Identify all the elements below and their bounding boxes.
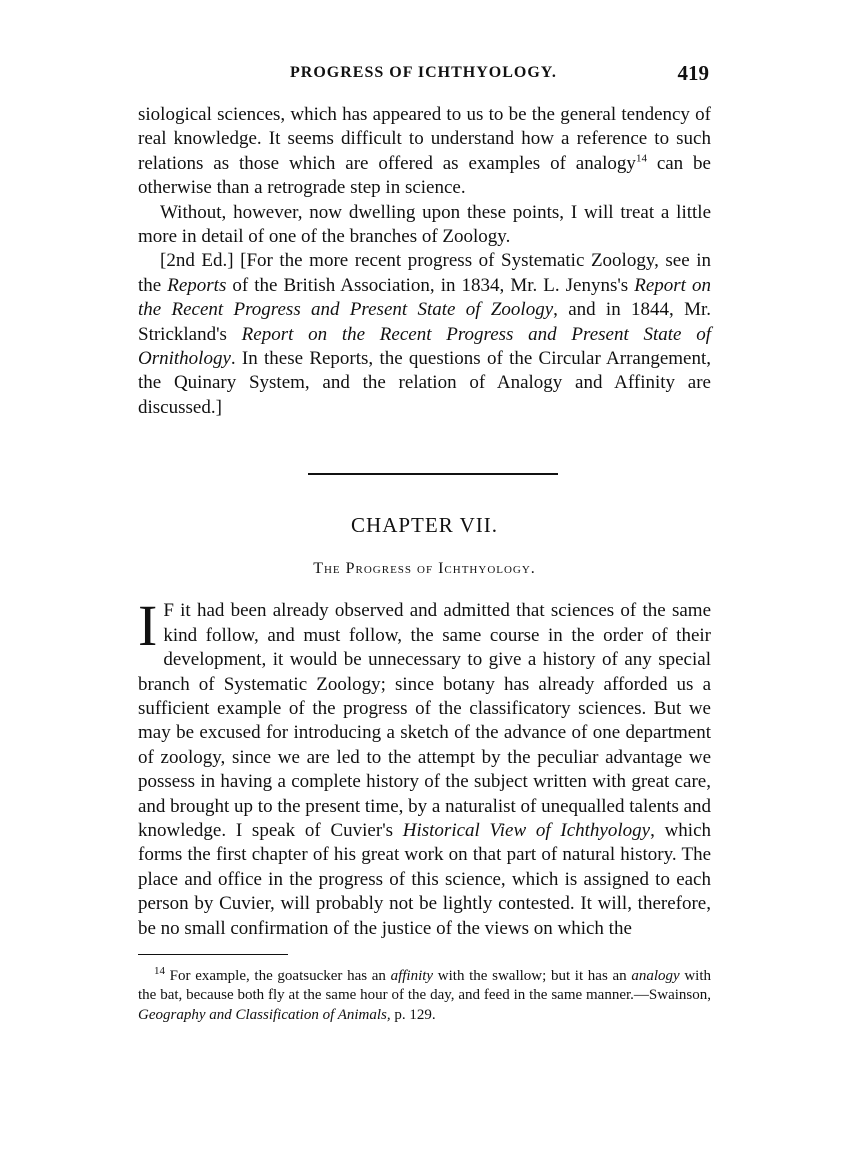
- italic-run: affinity: [390, 967, 434, 984]
- paragraph-continuation: [138, 103, 711, 201]
- chapter-opening-paragraph: [138, 593, 712, 941]
- text-run: with the bat, because both fly at the same hour of the day, and feed in the same manner.—Swainson,: [138, 967, 712, 1004]
- italic-run: Reports: [167, 274, 227, 296]
- body-text: [138, 103, 711, 420]
- italic-run: Report on the Recent Progress and Present State of Ornithology: [138, 323, 711, 370]
- footnote-divider: [138, 954, 288, 955]
- paragraph-transition: Without, however, now dwelling upon these points, I will treat a little more in detail of one of the branches of Zoology.: [138, 201, 711, 248]
- book-page: [138, 58, 711, 1025]
- running-title: PROGRESS OF ICHTHYOLOGY.: [290, 64, 557, 81]
- text-run: F it had been already observed and admitted that sciences of the same kind follow, and must follow, the same course in the order of their development, it would be unnecessary to give a history of any special branch of Systematic Zoology; since botany has already afforded us a sufficient example of the progress of the classificatory sciences. But we may be excused for introducing a sketch of the advance of one department of zoology, since we are led to the attempt by the peculiar advantage we possess in having a complete history of the subject written with great care, and brought up to the present time, by a naturalist of unequalled talents and knowledge. I speak of Cuvier's: [138, 600, 712, 841]
- running-header: [138, 58, 711, 92]
- paragraph-second-edition-note: [138, 249, 711, 420]
- chapter-subtitle: The Progress of Ichthyology.: [313, 560, 536, 578]
- chapter-body: [138, 593, 712, 941]
- text-run: , and in 1844, Mr. Strickland's: [138, 299, 712, 345]
- text-run: For example, the goatsucker has an: [165, 967, 391, 984]
- text-run: siological sciences, which has appeared to us to be the general tendency of real knowledge. It seems difficult to understand how a reference to such relations as those which are offered as examples of analogy: [138, 104, 711, 174]
- text-run: , which forms the first chapter of his great work on that part of natural history. The place and office in the progress of this science, which is assigned to each person by Cuvier, will probably not be lightly contested. It will, therefore, be no small confirmation of the justice of the views on which the: [138, 819, 711, 939]
- text-run: can be otherwise than a retrograde step in science.: [138, 152, 711, 199]
- italic-run: analogy: [631, 967, 680, 984]
- italic-run: Report on the Recent Progress and Present State of Zoology: [138, 274, 711, 321]
- page-number: 419: [677, 61, 709, 85]
- footnotes: [138, 964, 712, 1026]
- text-run: [2nd Ed.] [For the more recent progress of Systematic Zoology, see in the: [138, 250, 711, 296]
- text-run: p. 129.: [390, 1006, 436, 1023]
- text-run: with the swallow; but it has an: [433, 967, 632, 984]
- footnote-ref: 14: [635, 152, 647, 165]
- text-run: . In these Reports, the questions of the Circular Arrangement, the Quinary System, and the relation of Analogy and Affinity are discussed.]: [138, 348, 711, 418]
- italic-run: Geography and Classification of Animals,: [138, 1006, 391, 1023]
- chapter-title: CHAPTER VII.: [351, 513, 498, 538]
- text-run: of the British Association, in 1834, Mr. L. Jenyns's: [226, 274, 635, 296]
- footnote-14: [138, 964, 712, 1026]
- footnote-marker: 14: [154, 964, 165, 977]
- drop-cap: I: [138, 593, 158, 659]
- italic-run: Historical View of Ichthyology: [402, 819, 651, 841]
- section-divider: [308, 473, 558, 475]
